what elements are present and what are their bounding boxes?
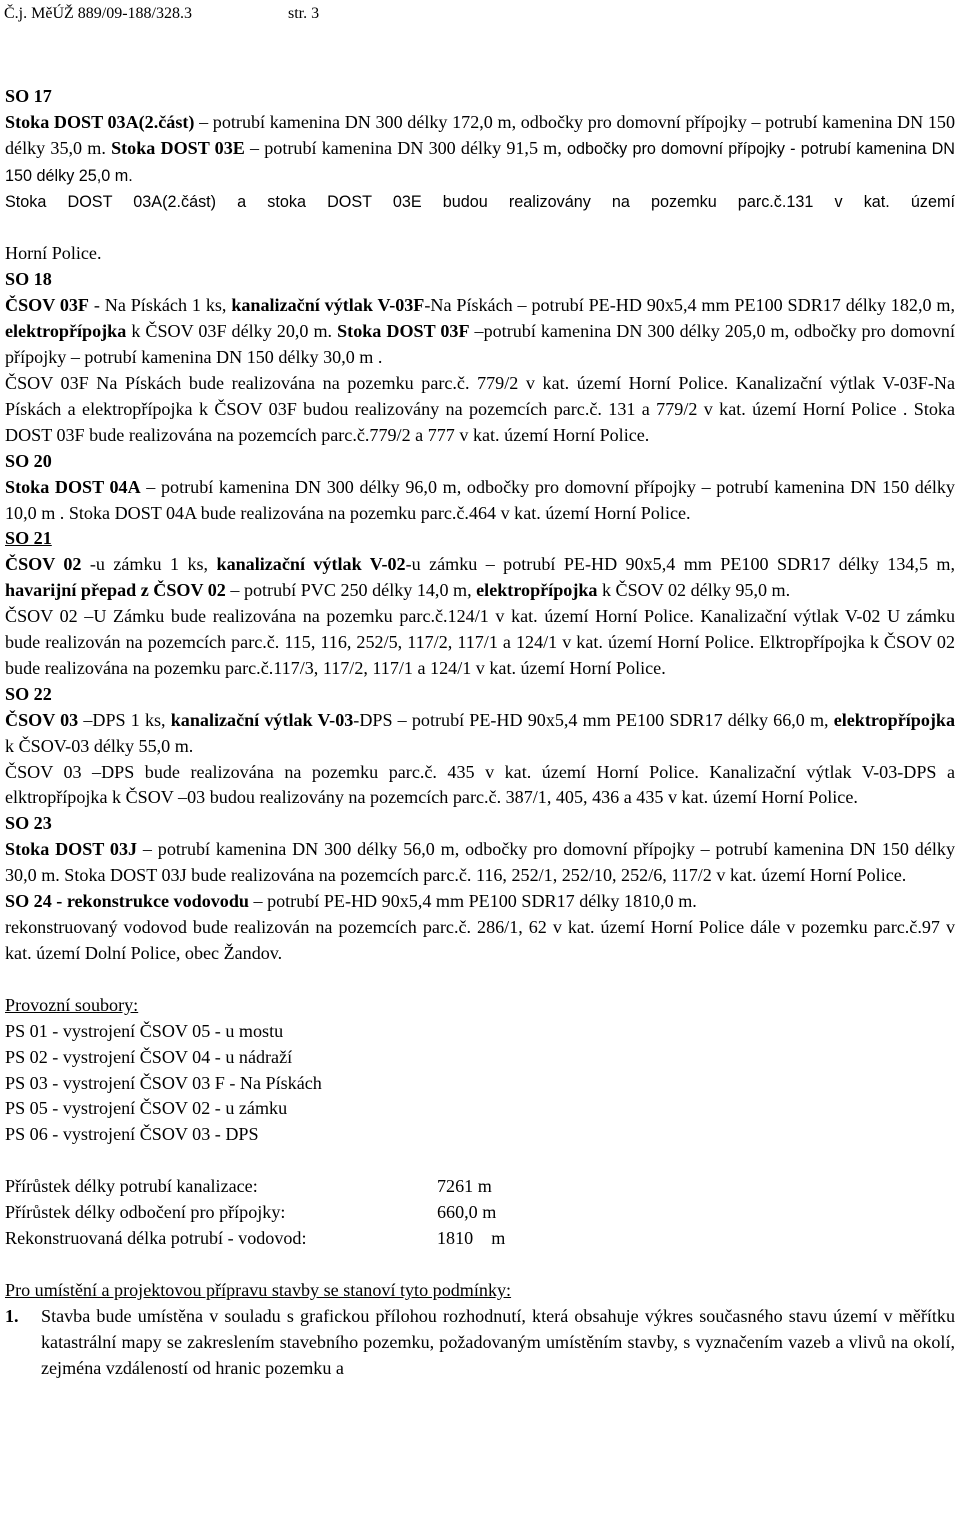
so17-realization-text: Stoka DOST 03A(2.část) a stoka DOST 03E budou realizovány na pozemku parc.č.131 v kat. území xyxy=(5,192,955,211)
document-body xyxy=(5,84,955,1382)
so21-text-c: – potrubí PVC 250 délky 14,0 m, xyxy=(225,580,477,601)
so24-paragraph xyxy=(5,889,955,915)
so22-text-a: –DPS 1 ks, xyxy=(78,709,171,730)
so22-vytlak: kanalizační výtlak V-03 xyxy=(170,709,354,730)
so18-text-a: - Na Pískách 1 ks, xyxy=(88,295,232,316)
length-value: 1810 m xyxy=(437,1228,506,1249)
lengths-summary xyxy=(5,1174,955,1252)
so22-text-b: -DPS – potrubí PE-HD 90x5,4 mm PE100 SDR17 délky 66,0 m, xyxy=(353,709,834,730)
length-label: Rekonstruovaná délka potrubí - vodovod: xyxy=(5,1228,307,1249)
length-row xyxy=(5,1226,955,1252)
page-header xyxy=(4,4,319,24)
list-item: PS 05 - vystrojení ČSOV 02 - u zámku xyxy=(5,1098,288,1119)
length-label: Přírůstek délky potrubí kanalizace: xyxy=(5,1176,258,1197)
condition-number: 1. xyxy=(5,1305,19,1326)
so23-stoka: Stoka DOST 03J xyxy=(5,839,138,860)
so24-paragraph-2: rekonstruovaný vodovod bude realizován na pozemcích parc.č. 286/1, 62 v kat. území Horní Police dále v pozemku parc.č.97 v kat. území Dolní Police, obec Žandov. xyxy=(5,917,955,963)
section-title-so20: SO 20 xyxy=(5,450,52,471)
so21-csov: ČSOV 02 xyxy=(5,554,82,575)
list-item: PS 02 - vystrojení ČSOV 04 - u nádraží xyxy=(5,1046,293,1067)
condition-item xyxy=(5,1304,955,1382)
so21-text-a: -u zámku 1 ks, xyxy=(81,554,217,575)
spacer xyxy=(5,967,955,993)
so18-vytlak: kanalizační výtlak V-03F xyxy=(231,295,425,316)
length-row xyxy=(5,1174,955,1200)
page-number: str. 3 xyxy=(288,5,320,22)
so20-paragraph xyxy=(5,475,955,527)
length-value: 7261 m xyxy=(437,1176,492,1197)
so21-vytlak: kanalizační výtlak V-02 xyxy=(216,554,406,575)
so22-csov: ČSOV 03 xyxy=(5,709,79,730)
condition-text: Stavba bude umístěna v souladu s grafickou přílohou rozhodnutí, která obsahuje výkres současného stavu území v měřítku katastrální mapy se zakreslením stavebního pozemku, požadovaným umístěním stavby, s vyznačením vazeb a vlivů na okolí, zejména vzdáleností od hranic pozemku a xyxy=(41,1305,955,1378)
so21-prepad: havarijní přepad z ČSOV 02 xyxy=(5,580,226,601)
list-item: PS 06 - vystrojení ČSOV 03 - DPS xyxy=(5,1124,259,1145)
conditions-heading: Pro umístění a projektovou přípravu stavby se stanoví tyto podmínky: xyxy=(5,1279,512,1300)
spacer xyxy=(5,1148,955,1174)
list-item: PS 01 - vystrojení ČSOV 05 - u mostu xyxy=(5,1020,284,1041)
so21-paragraph-2: ČSOV 02 –U Zámku bude realizována na pozemku parc.č.124/1 v kat. území Horní Police. Kanalizační výtlak V-02 U zámku bude realizován na pozemcích parc.č. 115, 116, 252/5, 117/2, 117/1 a 124/1 v kat. území Horní Police. Elktropřípojka k ČSOV 02 bude realizována na pozemku parc.č.117/3, 117/2, 117/1 a 124/1 v kat. území Horní Police. xyxy=(5,606,955,678)
so23-paragraph xyxy=(5,837,955,889)
so21-paragraph xyxy=(5,552,955,604)
so17-branches-text: odbočky pro domovní přípojky - potrubí kamenina DN 150 délky 25,0 m. xyxy=(5,139,955,185)
so21-elektro: elektropřípojka xyxy=(476,580,598,601)
so22-elektro: elektropřípojka xyxy=(833,709,956,730)
so17-text-1: – potrubí kamenina DN 300 délky 172,0 m, odbočky pro domovní přípojky – potrubí kamenina DN 150 délky 35,0 m. xyxy=(5,111,955,158)
so17-tail: Horní Police. xyxy=(5,243,102,264)
list-item: PS 03 - vystrojení ČSOV 03 F - Na Pískách xyxy=(5,1072,322,1093)
so20-stoka: Stoka DOST 04A xyxy=(5,476,141,497)
section-title-so22: SO 22 xyxy=(5,683,52,704)
so18-paragraph-2: ČSOV 03F Na Pískách bude realizována na pozemku parc.č. 779/2 v kat. území Horní Police. Kanalizační výtlak V-03F-Na Pískách a elektropřípojka k ČSOV 03F budou realizovány na pozemcích parc.č. 131 a 779/2 v kat. území Horní Police . Stoka DOST 03F bude realizována na pozemcích parc.č.779/2 a 777 v kat. území Horní Police. xyxy=(5,372,955,445)
so21-text-d: k ČSOV 02 délky 95,0 m. xyxy=(597,580,791,601)
spacer xyxy=(5,1252,955,1278)
so18-text-b: -Na Pískách – potrubí PE-HD 90x5,4 mm PE100 SDR17 délky 182,0 m, xyxy=(424,295,955,316)
so22-paragraph-2: ČSOV 03 –DPS bude realizována na pozemku parc.č. 435 v kat. území Horní Police. Kanalizační výtlak V-03-DPS a elktropřípojka k ČSOV –03 budou realizovány na pozemcích parc.č. 387/1, 405, 436 a 435 v kat. území Horní Police. xyxy=(5,761,955,808)
so18-csov: ČSOV 03F xyxy=(5,295,89,316)
section-title-so24: SO 24 - rekonstrukce vodovodu xyxy=(5,891,249,912)
so17-stoka-03e: Stoka DOST 03E xyxy=(111,137,245,158)
operational-units-list xyxy=(5,1019,955,1149)
so17-paragraph xyxy=(5,110,955,190)
length-label: Přírůstek délky odbočení pro přípojky: xyxy=(5,1202,286,1223)
so22-text-c: k ČSOV-03 délky 55,0 m. xyxy=(5,735,194,756)
so24-text: – potrubí PE-HD 90x5,4 mm PE100 SDR17 délky 1810,0 m. xyxy=(248,891,697,912)
section-title-so18: SO 18 xyxy=(5,269,52,290)
so17-text-2: – potrubí kamenina DN 300 délky 91,5 m, xyxy=(244,137,567,158)
section-title-so21: SO 21 xyxy=(5,528,52,549)
operational-units-heading: Provozní soubory: xyxy=(5,994,139,1015)
so18-paragraph xyxy=(5,293,955,371)
reference-number: Č.j. MěÚŽ 889/09-188/328.3 xyxy=(4,5,192,22)
so20-text: – potrubí kamenina DN 300 délky 96,0 m, odbočky pro domovní přípojky – potrubí kamenina DN 150 délky 10,0 m . Stoka DOST 04A bude realizována na pozemku parc.č.464 v kat. území Horní Police. xyxy=(5,476,955,523)
length-value: 660,0 m xyxy=(437,1202,497,1223)
so21-text-b: -u zámku – potrubí PE-HD 90x5,4 mm PE100 SDR17 délky 134,5 m, xyxy=(405,554,956,575)
so23-text: – potrubí kamenina DN 300 délky 56,0 m, odbočky pro domovní přípojky – potrubí kamenina DN 150 délky 30,0 m. Stoka DOST 03J bude realizována na pozemcích parc.č. 116, 252/1, 252/10, 252/6, 117/2 v kat. území Horní Police. xyxy=(5,839,955,886)
section-title-so17: SO 17 xyxy=(5,86,52,106)
section-title-so23: SO 23 xyxy=(5,813,52,834)
so18-text-c: k ČSOV 03F délky 20,0 m. xyxy=(126,321,338,342)
so17-stoka-03a: Stoka DOST 03A(2.část) xyxy=(5,111,195,132)
length-row xyxy=(5,1200,955,1226)
so18-text-d: –potrubí kamenina DN 300 délky 205,0 m, odbočky pro domovní přípojky – potrubí kamenina DN 150 délky 30,0 m . xyxy=(5,321,956,368)
so18-stoka: Stoka DOST 03F xyxy=(337,321,470,342)
so22-paragraph xyxy=(5,708,955,760)
so18-elektro: elektropřípojka xyxy=(5,321,127,342)
